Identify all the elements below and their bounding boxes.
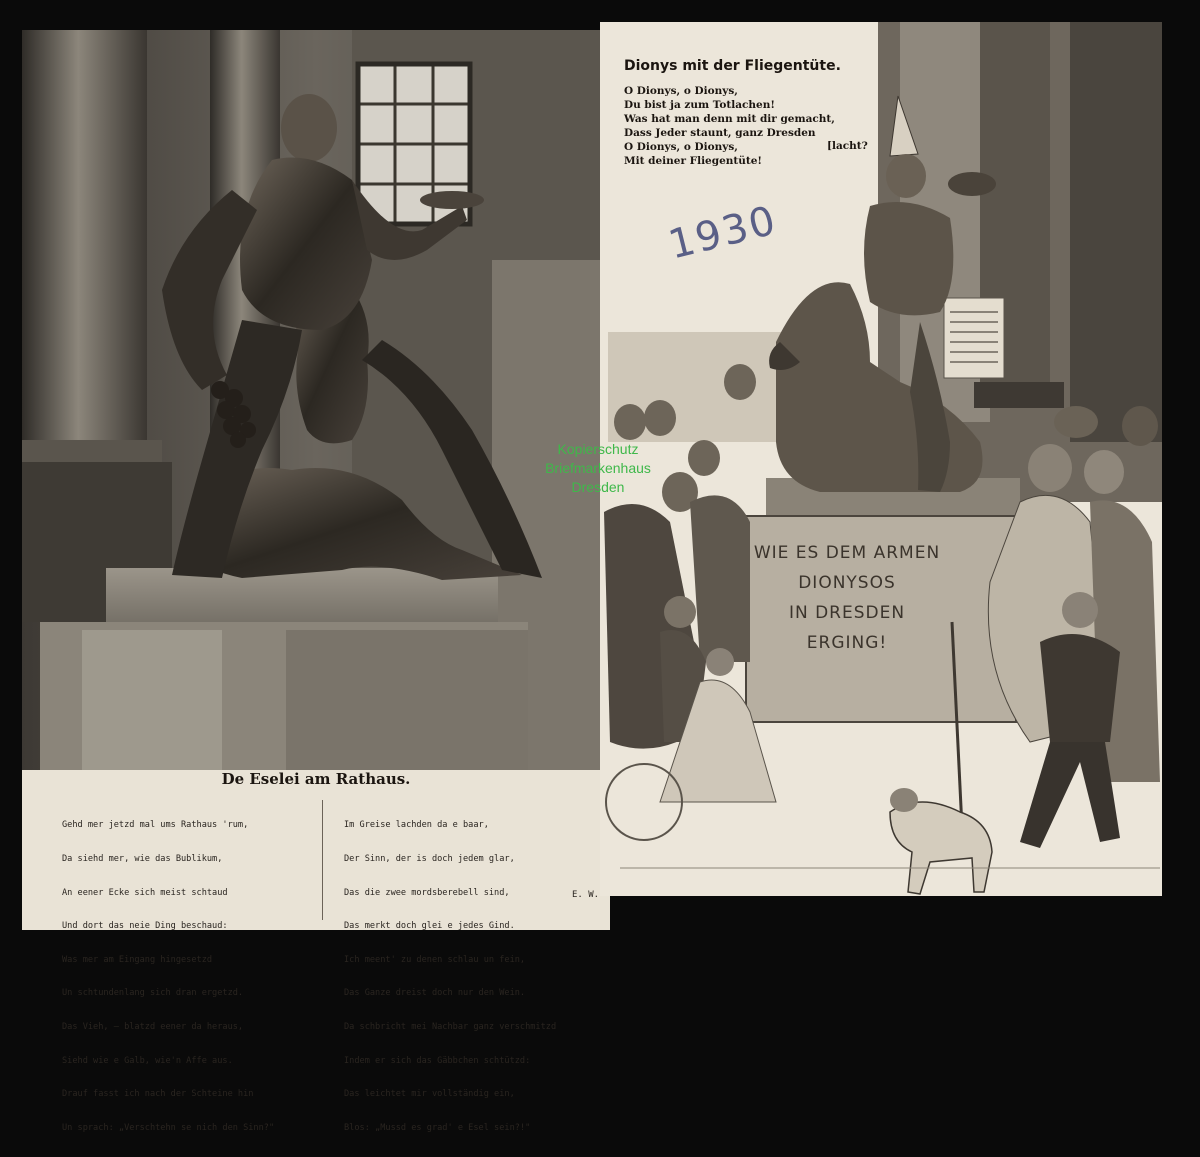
- verse-line: Du bist ja zum Totlachen!: [624, 99, 775, 111]
- caption-title: De Eselei am Rathaus.: [221, 770, 411, 788]
- poem-signature: E. W.: [572, 890, 600, 900]
- copyright-watermark: [523, 440, 673, 497]
- verse-line: O Dionys, o Dionys,: [624, 141, 738, 153]
- verse-continuation: [lacht?: [827, 140, 868, 152]
- statue-photo-eselei: [22, 30, 610, 770]
- handwritten-year: 1930: [664, 197, 782, 269]
- poem-column-left: [62, 798, 274, 1157]
- poem-line: Blos: „Mussd es grad' e Esel sein?!": [344, 1122, 531, 1133]
- pedestal-inscription: [752, 538, 942, 658]
- poem-line: Das Ganze dreist doch nur den Wein.: [344, 988, 526, 999]
- verse-block: [624, 84, 835, 168]
- poem-line: Un sprach: „Verschtehn se nich den Sinn?": [62, 1122, 275, 1133]
- poem-line: Drauf fasst ich nach der Schteine hin: [62, 1089, 254, 1100]
- poem-line: Ich meent' zu denen schlau un fein,: [344, 954, 526, 965]
- poem-line: Un schtundenlang sich dran ergetzd.: [62, 988, 244, 999]
- verse-line: O Dionys, o Dionys,: [624, 85, 738, 97]
- verse-line: Was hat man denn mit dir gemacht,: [624, 113, 835, 125]
- left-postcard: [22, 30, 610, 1133]
- poem-line: Da schbricht mei Nachbar ganz verschmitzd: [344, 1022, 557, 1033]
- poem-column-right: [344, 798, 556, 1157]
- poem-line: Gehd mer jetzd mal ums Rathaus 'rum,: [62, 820, 249, 831]
- poem-line: Indem er sich das Gäbbchen schtützd:: [344, 1055, 531, 1066]
- poem-line: Was mer am Eingang hingesetzd: [62, 954, 213, 965]
- poem-divider: [322, 800, 323, 920]
- poem-line: Das leichtet mir vollständig ein,: [344, 1089, 515, 1100]
- verse-line: Mit deiner Fliegentüte!: [624, 155, 763, 167]
- poem-line: An eener Ecke sich meist schtaud: [62, 887, 228, 898]
- inscription-line: DIONYSOS: [798, 573, 896, 593]
- watermark-line: Kopierschutz: [557, 441, 639, 457]
- poem-line: Da siehd mer, wie das Bublikum,: [62, 854, 223, 865]
- card-title: Dionys mit der Fliegentüte.: [624, 58, 841, 74]
- poem-line: Das Vieh, — blatzd eener da heraus,: [62, 1022, 244, 1033]
- poem-line: Das merkt doch glei e jedes Gind.: [344, 921, 515, 932]
- poem-line: Das die zwee mordsberebell sind,: [344, 887, 510, 898]
- inscription-line: WIE ES DEM ARMEN: [753, 543, 941, 563]
- right-postcard: [600, 22, 1162, 896]
- poem-line: Siehd wie e Galb, wie'n Affe aus.: [62, 1055, 233, 1066]
- verse-line: Dass Jeder staunt, ganz Dresden: [624, 127, 816, 139]
- watermark-line: Briefmarkenhaus: [545, 460, 651, 476]
- inscription-line: ERGING!: [806, 633, 888, 653]
- watermark-line: Dresden: [571, 479, 625, 495]
- poem-line: Im Greise lachden da e baar,: [344, 820, 489, 831]
- poem-line: Der Sinn, der is doch jedem glar,: [344, 854, 515, 865]
- inscription-line: IN DRESDEN: [788, 603, 906, 623]
- poem-line: Und dort das neie Ding beschaud:: [62, 921, 228, 932]
